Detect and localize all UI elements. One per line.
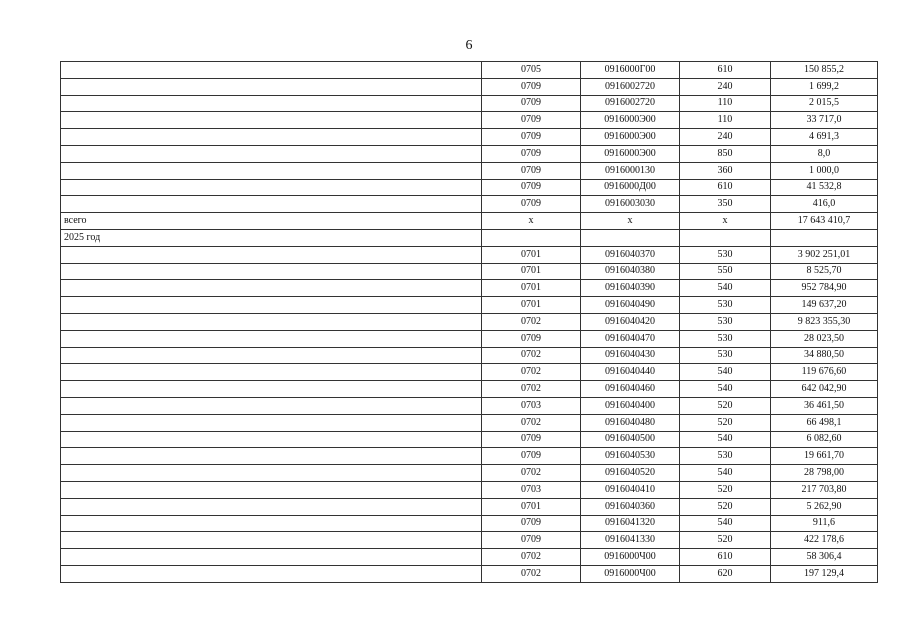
amount-cell: [771, 229, 878, 246]
target-article-cell: 0916040380: [581, 263, 680, 280]
target-article-cell: 0916040460: [581, 381, 680, 398]
expense-type-cell: 110: [680, 112, 771, 129]
expense-type-cell: 540: [680, 431, 771, 448]
row-name-cell: [61, 246, 482, 263]
target-article-cell: 0916040440: [581, 364, 680, 381]
section-code-cell: 0702: [482, 565, 581, 582]
table-row: [61, 448, 878, 465]
table-row: [61, 196, 878, 213]
expense-type-cell: 240: [680, 129, 771, 146]
target-article-cell: 0916000Д00: [581, 179, 680, 196]
amount-cell: 5 262,90: [771, 498, 878, 515]
expense-type-cell: 620: [680, 565, 771, 582]
section-code-cell: 0709: [482, 78, 581, 95]
amount-cell: 416,0: [771, 196, 878, 213]
row-name-cell: всего: [61, 213, 482, 230]
section-code-cell: 0702: [482, 364, 581, 381]
section-code-cell: 0702: [482, 414, 581, 431]
target-article-cell: 0916040530: [581, 448, 680, 465]
amount-cell: 197 129,4: [771, 565, 878, 582]
amount-cell: 8 525,70: [771, 263, 878, 280]
expense-type-cell: 540: [680, 280, 771, 297]
expense-type-cell: 610: [680, 62, 771, 79]
amount-cell: 33 717,0: [771, 112, 878, 129]
table-row: [61, 280, 878, 297]
amount-cell: 28 023,50: [771, 330, 878, 347]
table-row: [61, 498, 878, 515]
expense-type-cell: 610: [680, 179, 771, 196]
target-article-cell: 0916003030: [581, 196, 680, 213]
section-code-cell: 0709: [482, 330, 581, 347]
amount-cell: 34 880,50: [771, 347, 878, 364]
section-code-cell: 0701: [482, 263, 581, 280]
row-name-cell: [61, 95, 482, 112]
expense-type-cell: 530: [680, 330, 771, 347]
section-code-cell: 0709: [482, 196, 581, 213]
target-article-cell: 0916000Э00: [581, 129, 680, 146]
target-article-cell: 0916041330: [581, 532, 680, 549]
table-row: [61, 481, 878, 498]
expense-type-cell: 240: [680, 78, 771, 95]
section-code-cell: 0709: [482, 448, 581, 465]
target-article-cell: 0916040390: [581, 280, 680, 297]
expense-type-cell: 540: [680, 364, 771, 381]
section-code-cell: 0702: [482, 347, 581, 364]
table-row: [61, 162, 878, 179]
table-row: [61, 397, 878, 414]
target-article-cell: 0916040500: [581, 431, 680, 448]
section-code-cell: 0709: [482, 532, 581, 549]
row-name-cell: 2025 год: [61, 229, 482, 246]
amount-cell: 6 082,60: [771, 431, 878, 448]
section-code-cell: 0702: [482, 313, 581, 330]
row-name-cell: [61, 414, 482, 431]
row-name-cell: [61, 263, 482, 280]
amount-cell: 217 703,80: [771, 481, 878, 498]
section-code-cell: 0709: [482, 129, 581, 146]
target-article-cell: 0916000Э00: [581, 145, 680, 162]
expense-type-cell: 520: [680, 481, 771, 498]
table-row: [61, 62, 878, 79]
row-name-cell: [61, 347, 482, 364]
target-article-cell: 0916000Г00: [581, 62, 680, 79]
target-article-cell: 0916000Ч00: [581, 549, 680, 566]
target-article-cell: 0916040360: [581, 498, 680, 515]
amount-cell: 66 498,1: [771, 414, 878, 431]
target-article-cell: 0916040490: [581, 297, 680, 314]
target-article-cell: [581, 229, 680, 246]
amount-cell: 1 000,0: [771, 162, 878, 179]
target-article-cell: 0916040410: [581, 481, 680, 498]
table-row: [61, 95, 878, 112]
row-name-cell: [61, 78, 482, 95]
target-article-cell: 0916041320: [581, 515, 680, 532]
expense-type-cell: 520: [680, 414, 771, 431]
target-article-cell: 0916040370: [581, 246, 680, 263]
target-article-cell: х: [581, 213, 680, 230]
table-row: [61, 246, 878, 263]
table-row: [61, 229, 878, 246]
table-row: [61, 297, 878, 314]
expense-type-cell: 540: [680, 515, 771, 532]
amount-cell: 952 784,90: [771, 280, 878, 297]
amount-cell: 58 306,4: [771, 549, 878, 566]
row-name-cell: [61, 129, 482, 146]
row-name-cell: [61, 532, 482, 549]
row-name-cell: [61, 381, 482, 398]
expense-type-cell: 530: [680, 313, 771, 330]
section-code-cell: 0701: [482, 280, 581, 297]
expense-type-cell: 540: [680, 465, 771, 482]
target-article-cell: 0916000130: [581, 162, 680, 179]
table-row: [61, 213, 878, 230]
amount-cell: 19 661,70: [771, 448, 878, 465]
row-name-cell: [61, 145, 482, 162]
row-name-cell: [61, 196, 482, 213]
expense-type-cell: 350: [680, 196, 771, 213]
section-code-cell: 0709: [482, 162, 581, 179]
expense-type-cell: 360: [680, 162, 771, 179]
table-row: [61, 179, 878, 196]
table-row: [61, 78, 878, 95]
expense-type-cell: 520: [680, 498, 771, 515]
section-code-cell: 0703: [482, 481, 581, 498]
section-code-cell: 0709: [482, 431, 581, 448]
table-body: [61, 62, 878, 583]
target-article-cell: 0916040420: [581, 313, 680, 330]
amount-cell: 119 676,60: [771, 364, 878, 381]
section-code-cell: 0709: [482, 179, 581, 196]
row-name-cell: [61, 112, 482, 129]
row-name-cell: [61, 364, 482, 381]
amount-cell: 9 823 355,30: [771, 313, 878, 330]
table-row: [61, 532, 878, 549]
target-article-cell: 0916002720: [581, 95, 680, 112]
table-row: [61, 263, 878, 280]
page-number: 6: [465, 38, 473, 53]
row-name-cell: [61, 297, 482, 314]
amount-cell: 642 042,90: [771, 381, 878, 398]
table-row: [61, 112, 878, 129]
row-name-cell: [61, 280, 482, 297]
table-row: [61, 313, 878, 330]
target-article-cell: 0916040520: [581, 465, 680, 482]
table-row: [61, 431, 878, 448]
table-row: [61, 364, 878, 381]
expense-type-cell: 530: [680, 448, 771, 465]
table-row: [61, 381, 878, 398]
section-code-cell: 0709: [482, 145, 581, 162]
table-row: [61, 347, 878, 364]
expense-type-cell: 530: [680, 347, 771, 364]
target-article-cell: 0916040400: [581, 397, 680, 414]
row-name-cell: [61, 465, 482, 482]
target-article-cell: 0916000Ч00: [581, 565, 680, 582]
amount-cell: 422 178,6: [771, 532, 878, 549]
amount-cell: 41 532,8: [771, 179, 878, 196]
row-name-cell: [61, 330, 482, 347]
row-name-cell: [61, 162, 482, 179]
section-code-cell: 0702: [482, 465, 581, 482]
table-row: [61, 515, 878, 532]
row-name-cell: [61, 179, 482, 196]
target-article-cell: 0916002720: [581, 78, 680, 95]
row-name-cell: [61, 397, 482, 414]
section-code-cell: 0701: [482, 246, 581, 263]
expense-type-cell: 550: [680, 263, 771, 280]
amount-cell: 149 637,20: [771, 297, 878, 314]
row-name-cell: [61, 481, 482, 498]
table-row: [61, 549, 878, 566]
table-row: [61, 565, 878, 582]
expense-type-cell: 850: [680, 145, 771, 162]
target-article-cell: 0916040480: [581, 414, 680, 431]
amount-cell: 1 699,2: [771, 78, 878, 95]
section-code-cell: 0702: [482, 549, 581, 566]
row-name-cell: [61, 62, 482, 79]
amount-cell: 3 902 251,01: [771, 246, 878, 263]
row-name-cell: [61, 448, 482, 465]
row-name-cell: [61, 498, 482, 515]
amount-cell: 17 643 410,7: [771, 213, 878, 230]
table-row: [61, 330, 878, 347]
table-row: [61, 129, 878, 146]
section-code-cell: 0709: [482, 112, 581, 129]
expense-type-cell: х: [680, 213, 771, 230]
expense-type-cell: 610: [680, 549, 771, 566]
table-row: [61, 145, 878, 162]
amount-cell: 28 798,00: [771, 465, 878, 482]
row-name-cell: [61, 565, 482, 582]
section-code-cell: х: [482, 213, 581, 230]
amount-cell: 4 691,3: [771, 129, 878, 146]
table-row: [61, 465, 878, 482]
target-article-cell: 0916040430: [581, 347, 680, 364]
expense-type-cell: 520: [680, 532, 771, 549]
row-name-cell: [61, 515, 482, 532]
row-name-cell: [61, 431, 482, 448]
expense-type-cell: [680, 229, 771, 246]
budget-table: [60, 61, 878, 583]
section-code-cell: 0703: [482, 397, 581, 414]
section-code-cell: 0705: [482, 62, 581, 79]
row-name-cell: [61, 549, 482, 566]
expense-type-cell: 110: [680, 95, 771, 112]
section-code-cell: 0702: [482, 381, 581, 398]
section-code-cell: 0701: [482, 297, 581, 314]
amount-cell: 8,0: [771, 145, 878, 162]
table-row: [61, 414, 878, 431]
target-article-cell: 0916000Э00: [581, 112, 680, 129]
expense-type-cell: 530: [680, 297, 771, 314]
section-code-cell: [482, 229, 581, 246]
section-code-cell: 0709: [482, 515, 581, 532]
amount-cell: 36 461,50: [771, 397, 878, 414]
amount-cell: 2 015,5: [771, 95, 878, 112]
expense-type-cell: 530: [680, 246, 771, 263]
section-code-cell: 0709: [482, 95, 581, 112]
expense-type-cell: 520: [680, 397, 771, 414]
amount-cell: 150 855,2: [771, 62, 878, 79]
row-name-cell: [61, 313, 482, 330]
expense-type-cell: 540: [680, 381, 771, 398]
section-code-cell: 0701: [482, 498, 581, 515]
amount-cell: 911,6: [771, 515, 878, 532]
target-article-cell: 0916040470: [581, 330, 680, 347]
